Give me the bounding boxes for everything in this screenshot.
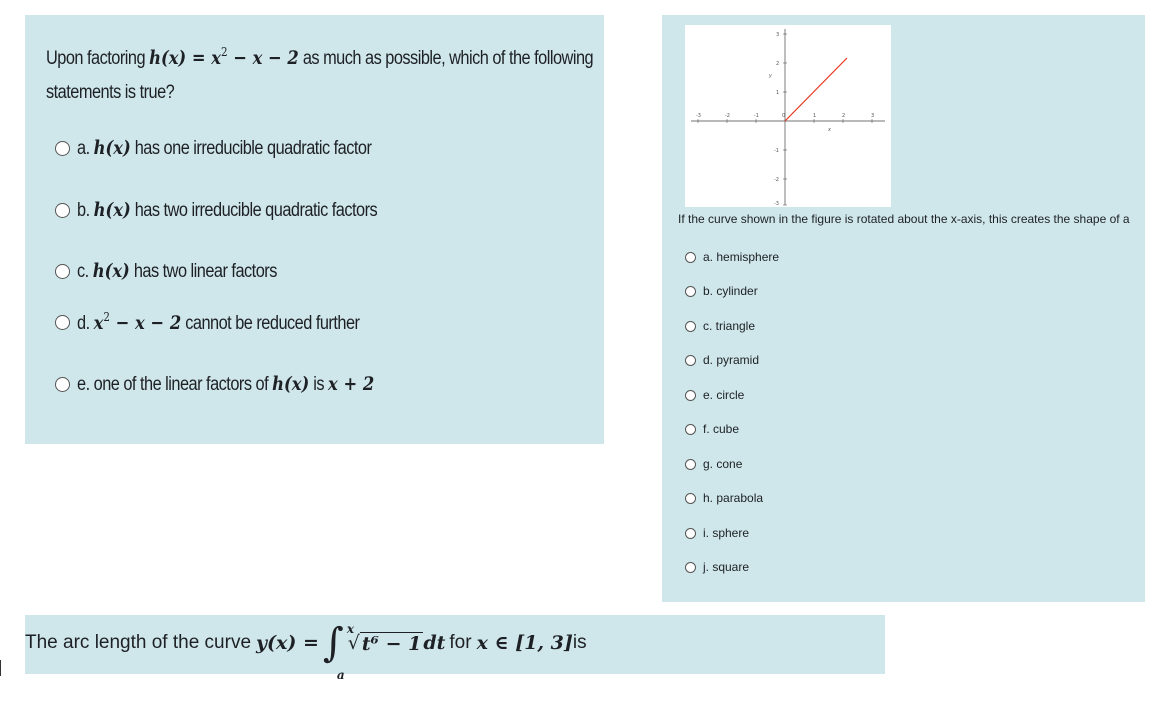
- graph-svg: [685, 25, 891, 207]
- x-tick-label: -2: [725, 113, 730, 119]
- question-3-panel: [25, 615, 885, 682]
- q2-option-g[interactable]: g. cone: [685, 457, 742, 471]
- radio-button[interactable]: [685, 528, 696, 539]
- q1-option-d[interactable]: d. $x^2 - x - 2$ cannot be reduced further: [55, 310, 405, 335]
- radio-button[interactable]: [685, 252, 696, 263]
- radio-button[interactable]: [55, 377, 70, 392]
- text-cursor: [0, 660, 1, 676]
- radio-button[interactable]: [685, 562, 696, 573]
- x-tick-label: 3: [871, 113, 875, 119]
- x-tick-label: 0: [782, 113, 786, 119]
- x-axis-label: x: [828, 127, 831, 133]
- q2-option-d[interactable]: d. pyramid: [685, 353, 759, 367]
- y-tick-label: -2: [774, 177, 779, 183]
- q1-option-c[interactable]: c. h(x) has two linear factors: [55, 260, 309, 283]
- q1-option-e[interactable]: e. one of the linear factors of h(x) is x + 2: [55, 373, 423, 396]
- question-1-prompt: Upon factoring $h(x) = x^2 - x - 2$ as much as possible, which of the following statements is true?: [46, 45, 594, 103]
- y-axis-label: y: [769, 73, 772, 79]
- radio-button[interactable]: [685, 493, 696, 504]
- y-tick-label: -3: [774, 201, 779, 207]
- radio-button[interactable]: [55, 203, 70, 218]
- q2-option-h[interactable]: h. parabola: [685, 491, 763, 505]
- x-tick-label: 2: [842, 113, 846, 119]
- radio-button[interactable]: [55, 264, 70, 279]
- radio-button[interactable]: [55, 315, 70, 330]
- radio-button[interactable]: [685, 390, 696, 401]
- q2-option-c[interactable]: c. triangle: [685, 319, 755, 333]
- radio-button[interactable]: [685, 286, 696, 297]
- q2-option-i[interactable]: i. sphere: [685, 526, 749, 540]
- question-2-panel: [662, 15, 1145, 602]
- radio-button[interactable]: [685, 459, 696, 470]
- x-tick-label: -3: [696, 113, 701, 119]
- y-tick-label: -1: [774, 148, 779, 154]
- square-root: √ t⁶ − 1: [347, 631, 422, 655]
- question-3-prompt: The arc length of the curve y(x) = ∫ x a √ t⁶ − 1 dt for x ∈ [1, 3] is: [25, 620, 587, 682]
- radio-button[interactable]: [685, 424, 696, 435]
- q2-option-e[interactable]: e. circle: [685, 388, 744, 402]
- question-1-panel: [25, 15, 604, 444]
- y-tick-label: 2: [776, 61, 780, 67]
- q2-option-a[interactable]: a. hemisphere: [685, 250, 779, 264]
- y-tick-label: 3: [776, 32, 780, 38]
- q2-option-j[interactable]: j. square: [685, 560, 749, 574]
- q1-option-a[interactable]: a. h(x) has one irreducible quadratic factor: [55, 137, 419, 160]
- q2-option-b[interactable]: b. cylinder: [685, 284, 758, 298]
- question-2-prompt: If the curve shown in the figure is rotated about the x-axis, this creates the shape of a: [678, 212, 1130, 226]
- q1-option-b[interactable]: b. h(x) has two irreducible quadratic factors: [55, 199, 426, 222]
- integral-sign: ∫ x a: [322, 620, 355, 682]
- radio-button[interactable]: [685, 355, 696, 366]
- radio-button[interactable]: [685, 321, 696, 332]
- radio-button[interactable]: [55, 141, 70, 156]
- y-tick-label: 1: [776, 90, 780, 96]
- q2-option-f[interactable]: f. cube: [685, 422, 739, 436]
- x-tick-label: -1: [754, 113, 759, 119]
- curve-graph: [685, 25, 891, 207]
- x-tick-label: 1: [813, 113, 817, 119]
- curve-line: [785, 58, 847, 121]
